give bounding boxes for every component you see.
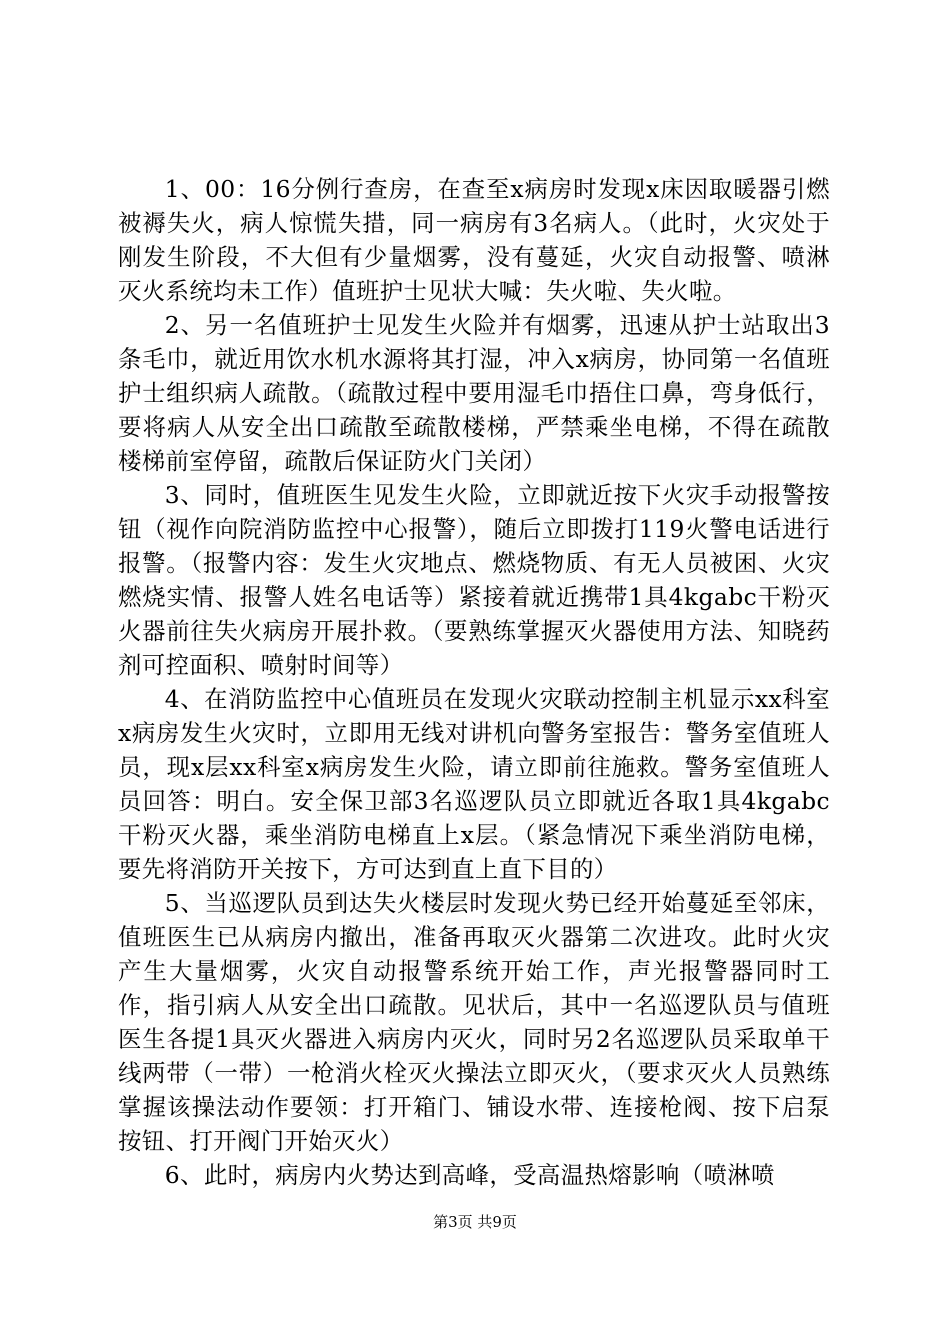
paragraph-6: 6、此时，病房内火势达到高峰，受高温热熔影响（喷淋喷 <box>164 1161 775 1189</box>
paragraph-4: 4、在消防监控中心值班员在发现火灾联动控制主机显示xx科室x病房发生火灾时，立即用无线对讲机向警务室报告：警务室值班人员，现x层xx科室x病房发生火险，请立即前往施救。警务室值班人员回答：明白。安全保卫部3名巡逻队员立即就近各取1具4kgabc干粉灭火器，乘坐消防电梯直上x层。（紧急情况下乘坐消防电梯，要先将消防开关按下，方可达到直上直下目的） <box>118 685 830 883</box>
paragraph-5: 5、当巡逻队员到达失火楼层时发现火势已经开始蔓延至邻床，值班医生已从病房内撤出，准备再取灭火器第二次进攻。此时火灾产生大量烟雾，火灾自动报警系统开始工作，声光报警器同时工作，指引病人从安全出口疏散。见状后，其中一名巡逻队员与值班医生各提1具灭火器进入病房内灭火，同时另2名巡逻队员采取单干线两带（一带）一枪消火栓灭火操法立即灭火，（要求灭火人员熟练掌握该操法动作要领：打开箱门、铺设水带、连接枪阀、按下启泵按钮、打开阀门开始灭火） <box>118 889 830 1155</box>
document-body <box>118 172 830 1192</box>
paragraph-3: 3、同时，值班医生见发生火险，立即就近按下火灾手动报警按钮（视作向院消防监控中心报警），随后立即拨打119火警电话进行报警。（报警内容：发生火灾地点、燃烧物质、有无人员被困、火灾燃烧实情、报警人姓名电话等）紧接着就近携带1具4kgabc干粉灭火器前往失火病房开展扑救。（要熟练掌握灭火器使用方法、知晓药剂可控面积、喷射时间等） <box>118 481 830 679</box>
paragraph-2: 2、另一名值班护士见发生火险并有烟雾，迅速从护士站取出3条毛巾，就近用饮水机水源将其打湿，冲入x病房，协同第一名值班护士组织病人疏散。（疏散过程中要用湿毛巾捂住口鼻，弯身低行，要将病人从安全出口疏散至疏散楼梯，严禁乘坐电梯，不得在疏散楼梯前室停留，疏散后保证防火门关闭） <box>118 311 830 475</box>
page-number-footer: 第3页 共9页 <box>433 1213 517 1231</box>
paragraph-1: 1、00：16分例行查房，在查至x病房时发现x床因取暖器引燃被褥失火，病人惊慌失措，同一病房有3名病人。（此时，火灾处于刚发生阶段，不大但有少量烟雾，没有蔓延，火灾自动报警、喷淋灭火系统均未工作）值班护士见状大喊：失火啦、失火啦。 <box>118 175 830 305</box>
